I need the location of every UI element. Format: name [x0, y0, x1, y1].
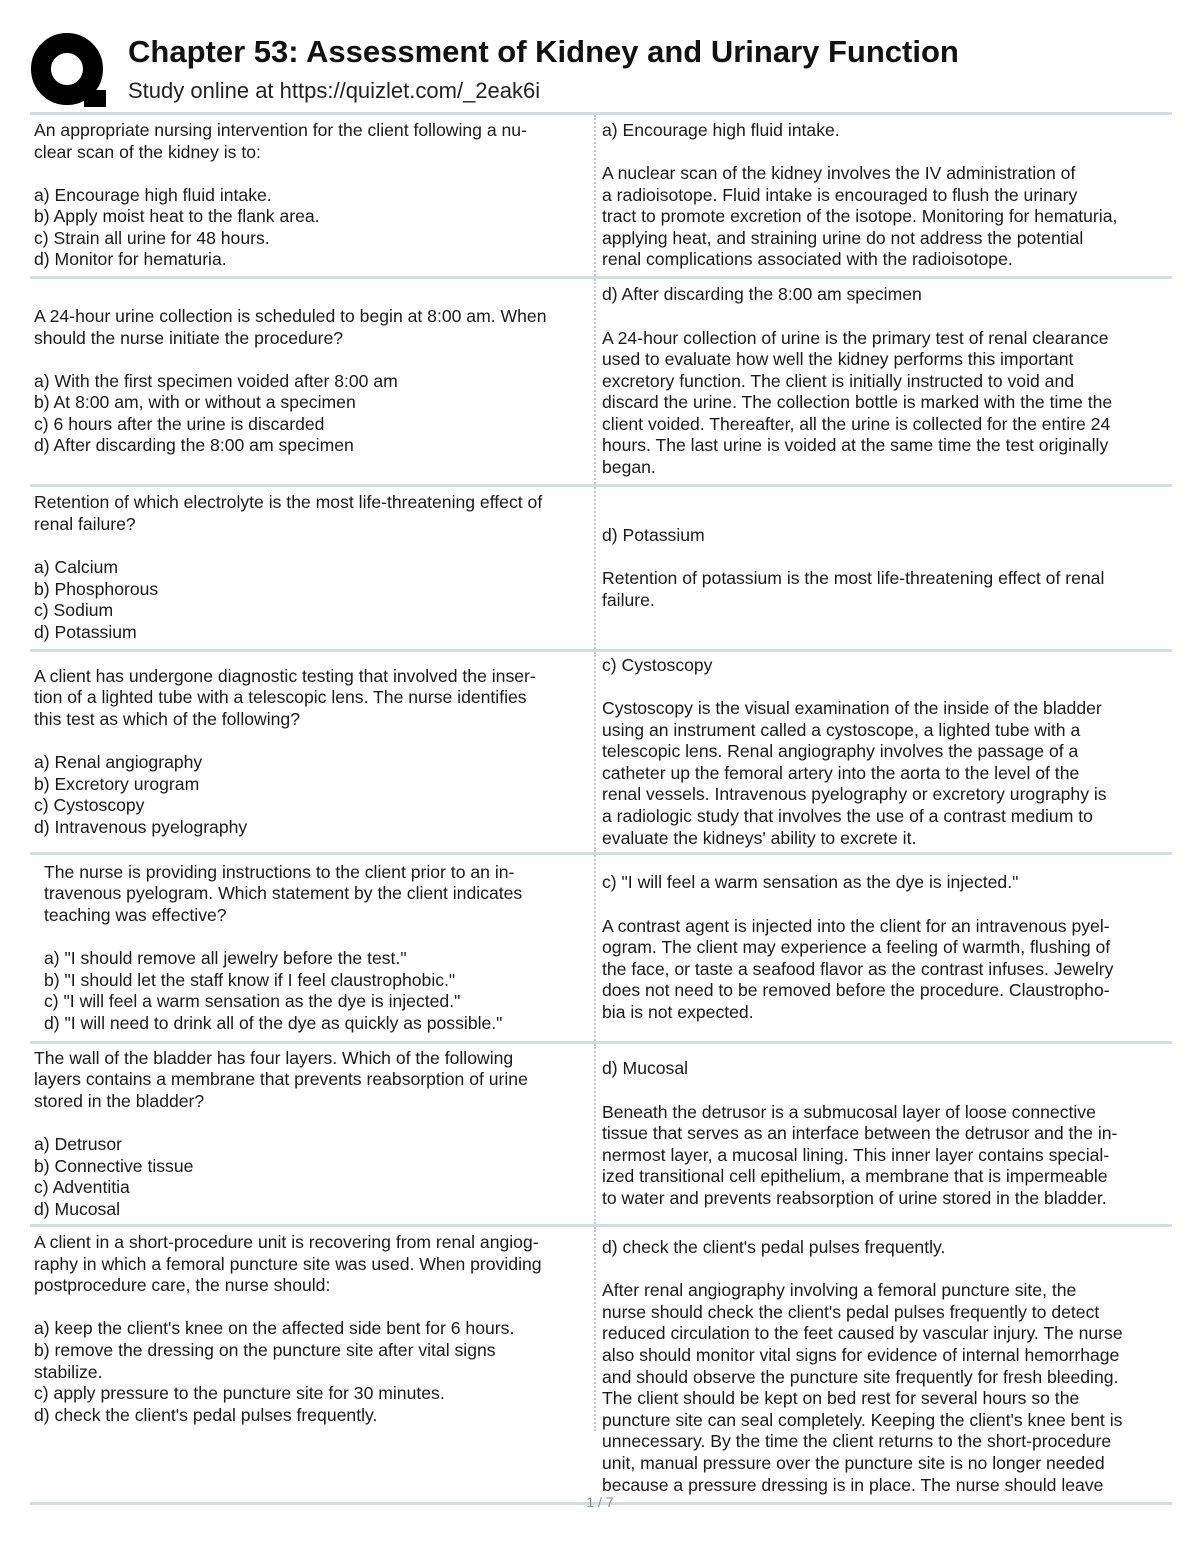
flashcard [30, 852, 1172, 1041]
flashcard [30, 484, 1172, 649]
card-term: The nurse is providing instructions to the client prior to an in- travenous pyelogram. Which statement by the client indicates teaching was effective? a) "I should remove all jewelry before the test." b) "I should let the staff know if I feel claustrophobic." c) "I will feel a warm sensation as the dye is injected." d) "I will need to drink all of the dye as quickly as possible." [30, 855, 596, 1041]
card-term: The wall of the bladder has four layers. Which of the following layers contains a membrane that prevents reabsorption of urine stored in the bladder? a) Detrusor b) Connective tissue c) Adventitia d) Mucosal [30, 1044, 596, 1224]
card-term: A client in a short-procedure unit is recovering from renal angiog- raphy in which a femoral puncture site was used. When providing postprocedure care, the nurse should: a) keep the client's knee on the affected side bent for 6 hours. b) remove the dressing on the puncture site after vital signs stabilize. c) apply pressure to the puncture site for 30 minutes. d) check the client's pedal pulses frequently. [30, 1227, 596, 1431]
card-definition: d) check the client's pedal pulses frequently. After renal angiography involving a femoral puncture site, the nurse should check the client's pedal pulses frequently to detect reduced circulation to the feet caused by vascular injury. The nurse also should monitor vital signs for evidence of internal hemorrhage and should observe the puncture site frequently for fresh bleeding. The client should be kept on bed rest for several hours so the puncture site can seal completely. Keeping the client's knee bent is unnecessary. By the time the client returns to the short-procedure unit, manual pressure over the puncture site is no longer needed because a pressure dressing is in place. The nurse should leave [602, 1237, 1123, 1495]
card-term: Retention of which electrolyte is the most life-threatening effect of renal failure? a) Calcium b) Phosphorous c) Sodium d) Potassium [30, 487, 596, 649]
card-term: A client has undergone diagnostic testing that involved the inser- tion of a lighted tube with a telescopic lens. The nurse identifies this test as which of the following? a) Renal angiography b) Excretory urogram c) Cystoscopy d) Intravenous pyelography [30, 652, 596, 852]
flashcard [30, 649, 1172, 852]
card-term: A 24-hour urine collection is scheduled to begin at 8:00 am. When should the nurse initiate the procedure? a) With the first specimen voided after 8:00 am b) At 8:00 am, with or without a specimen c) 6 hours after the urine is discarded d) After discarding the 8:00 am specimen [30, 279, 596, 484]
card-definition: c) "I will feel a warm sensation as the dye is injected." A contrast agent is injected into the client for an intravenous pyel- ogram. The client may experience a feeling of warmth, flushing of the face, or taste a seafood flavor as the contrast infuses. Jewelry does not need to be removed before the procedure. Claustropho- bia is not expected. [602, 872, 1114, 1022]
page-header [30, 28, 1172, 108]
study-url[interactable]: Study online at https://quizlet.com/_2eak6i [128, 78, 541, 103]
card-term: An appropriate nursing intervention for the client following a nu- clear scan of the kidney is to: a) Encourage high fluid intake. b) Apply moist heat to the flank area. c) Strain all urine for 48 hours. d) Monitor for hematuria. [30, 115, 596, 276]
card-definition: a) Encourage high fluid intake. A nuclear scan of the kidney involves the IV administration of a radioisotope. Fluid intake is encouraged to flush the urinary tract to promote excretion of the isotope. Monitoring for hematuria, applying heat, and straining urine do not address the potential renal complications associated with the radioisotope. [602, 119, 1118, 270]
page-title: Chapter 53: Assessment of Kidney and Urinary Function [128, 34, 959, 69]
card-definition: c) Cystoscopy Cystoscopy is the visual examination of the inside of the bladder using an instrument called a cystoscope, a lighted tube with a telescopic lens. Renal angiography involves the passage of a catheter up the femoral artery into the aorta to the level of the renal vessels. Intravenous pyelography or excretory urography is a radiologic study that involves the use of a contrast medium to evaluate the kidneys' ability to excrete it. [602, 654, 1107, 848]
card-definition: d) Mucosal Beneath the detrusor is a submucosal layer of loose connective tissue that serves as an interface between the detrusor and the in- nermost layer, a mucosal lining. This inner layer contains special- ized transitional cell epithelium, a membrane that is impermeable to water and prevents reabsorption of urine stored in the bladder. [602, 1058, 1118, 1208]
page-number: 1 / 7 [586, 1494, 614, 1510]
card-definition: d) Potassium Retention of potassium is the most life-threatening effect of renal failure. [602, 524, 1105, 610]
flashcard [30, 1041, 1172, 1224]
card-definition: d) After discarding the 8:00 am specimen A 24-hour collection of urine is the primary test of renal clearance used to evaluate how well the kidney performs this important excretory function. The client is initially instructed to void and discard the urine. The collection bottle is marked with the time the client voided. Thereafter, all the urine is collected for the entire 24 hours. The last urine is voided at the same time the test originally began. [602, 284, 1113, 478]
flashcard [30, 276, 1172, 484]
flashcard [30, 112, 1172, 276]
flashcard-list [30, 112, 1172, 1505]
quizlet-logo-icon [30, 32, 108, 110]
flashcard [30, 1224, 1172, 1505]
